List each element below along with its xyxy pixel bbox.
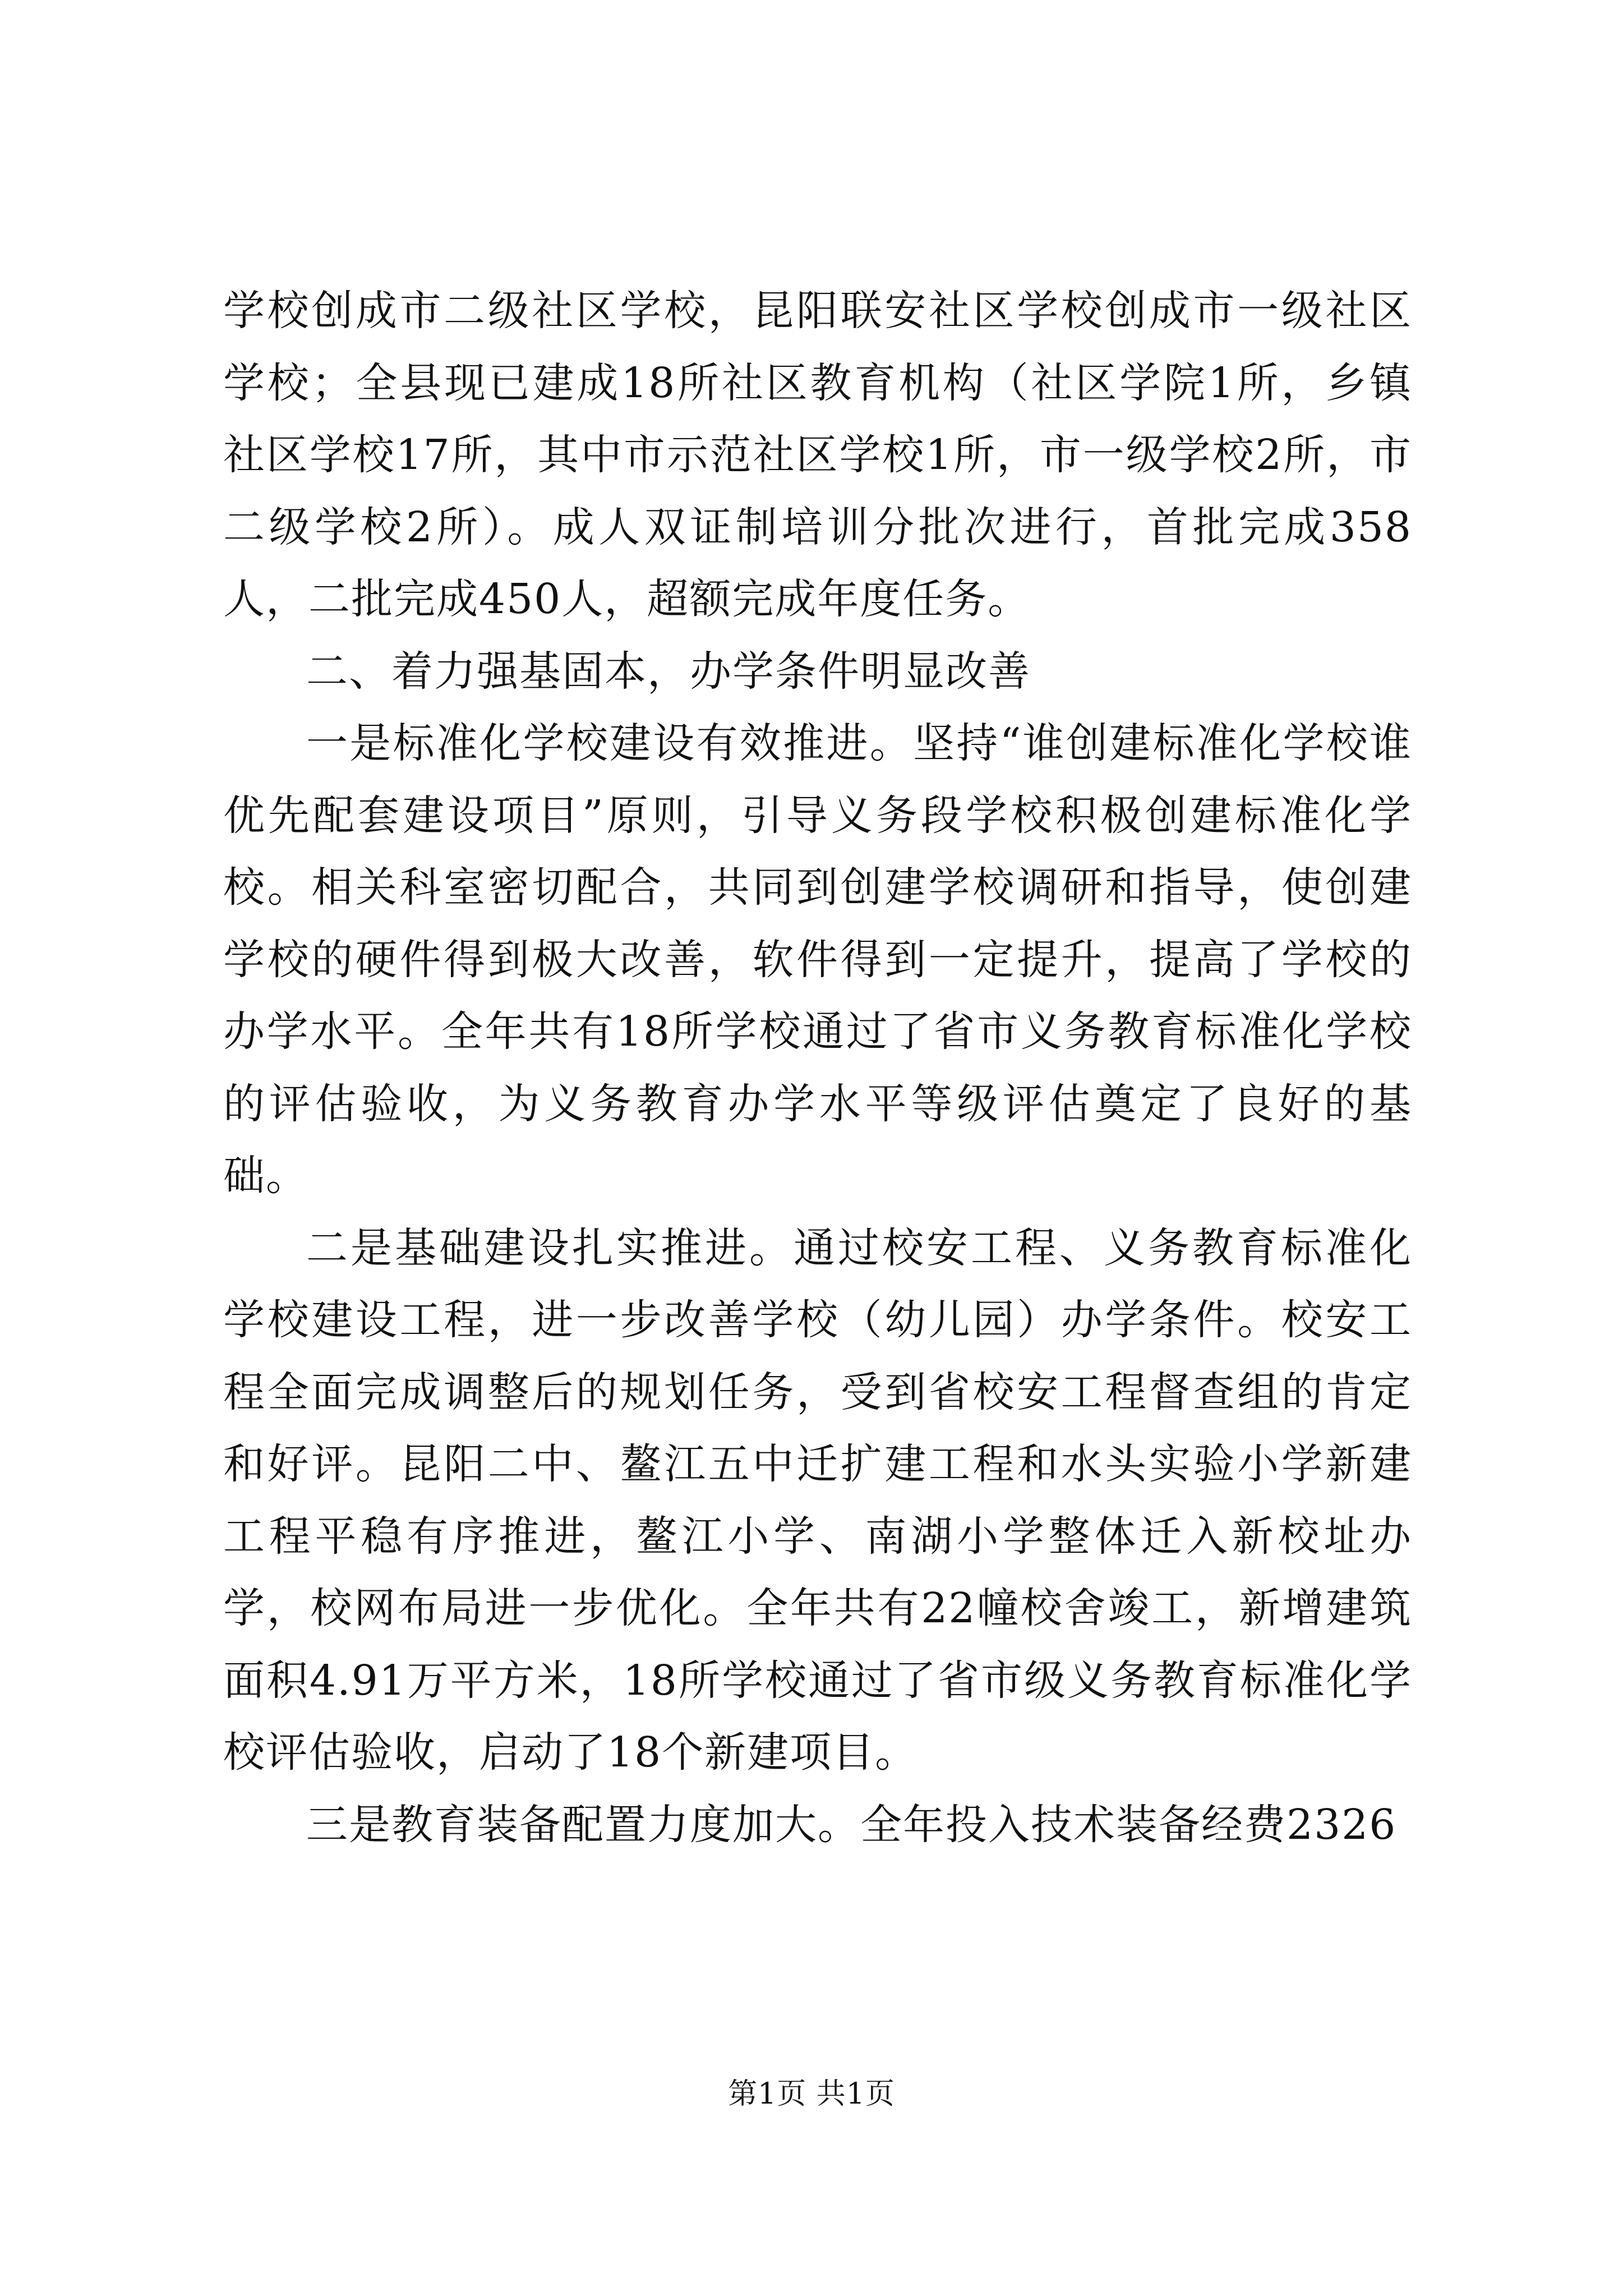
page-footer: 第1页 共1页	[728, 2077, 895, 2111]
paragraph-continuation: 学校创成市二级社区学校，昆阳联安社区学校创成市一级社区学校；全县现已建成18所社区教育机构（社区学院1所，乡镇社区学校17所，其中市示范社区学校1所，市一级学校2所，市二级学校2所）。成人双证制培训分批次进行，首批完成358人，二批完成450人，超额完成年度任务。	[223, 287, 1412, 623]
paragraph-standardized-schools: 一是标准化学校建设有效推进。坚持“谁创建标准化学校谁优先配套建设项目”原则，引导义务段学校积极创建标准化学校。相关科室密切配合，共同到创建学校调研和指导，使创建学校的硬件得到极大改善，软件得到一定提升，提高了学校的办学水平。全年共有18所学校通过了省市义务教育标准化学校的评估验收，为义务教育办学水平等级评估奠定了良好的基础。	[223, 719, 1412, 1200]
document-body	[223, 275, 1412, 1861]
paragraph-infrastructure: 二是基础建设扎实推进。通过校安工程、义务教育标准化学校建设工程，进一步改善学校（幼儿园）办学条件。校安工程全面完成调整后的规划任务，受到省校安工程督查组的肯定和好评。昆阳二中、鳌江五中迁扩建工程和水头实验小学新建工程平稳有序推进，鳌江小学、南湖小学整体迁入新校址办学，校网布局进一步优化。全年共有22幢校舍竣工，新增建筑面积4.91万平方米，18所学校通过了省市级义务教育标准化学校评估验收，启动了18个新建项目。	[223, 1223, 1412, 1777]
section-heading: 二、着力强基固本，办学条件明显改善	[306, 647, 1031, 696]
paragraph-equipment: 三是教育装备配置力度加大。全年投入技术装备经费2326	[306, 1800, 1397, 1849]
